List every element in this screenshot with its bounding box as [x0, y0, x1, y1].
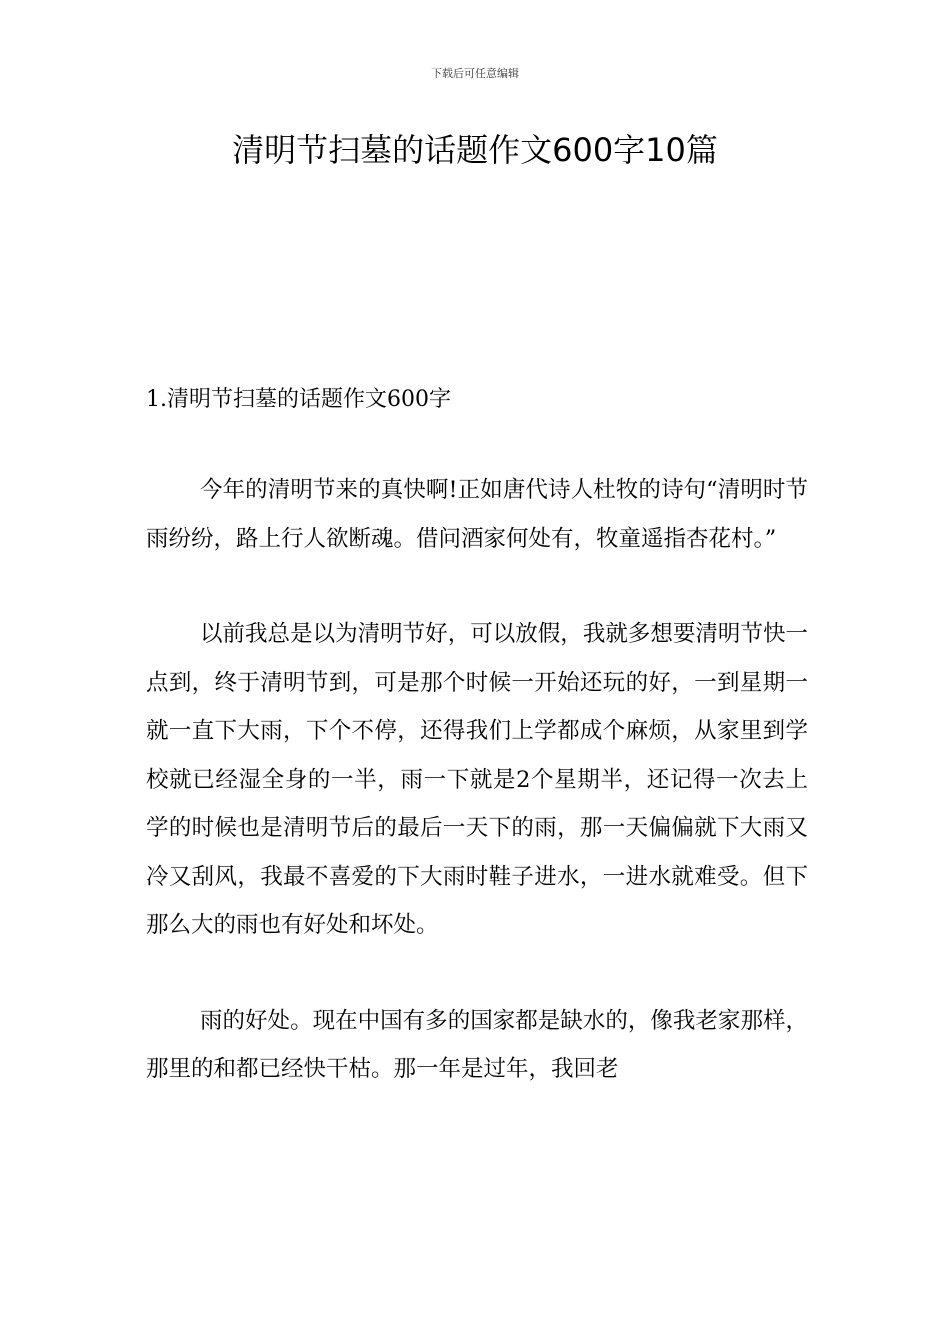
document-title: 清明节扫墓的话题作文600字10篇 — [232, 131, 718, 169]
paragraph: 雨的好处。现在中国有多的国家都是缺水的，像我老家那样，那里的和都已经快干枯。那一年是过年，我回老 — [146, 1007, 808, 1082]
paragraph: 以前我总是以为清明节好，可以放假，我就多想要清明节快一点到，终于清明节到，可是那个时候一开始还玩的好，一到星期一就一直下大雨，下个不停，还得我们上学都成个麻烦，从家里到学校就已经湿全身的一半，雨一下就是2个星期半，还记得一次去上学的时候也是清明节后的最后一天下的雨，那一天偏偏就下大雨又冷又刮风，我最不喜爱的下大雨时鞋子进水，一进水就难受。但下那么大的雨也有好处和坏处。 — [146, 621, 808, 938]
section-heading: 1.清明节扫墓的话题作文600字 — [146, 387, 451, 412]
header-note: 下载后可任意编辑 — [431, 67, 519, 80]
document-body — [146, 376, 808, 1141]
paragraph: 今年的清明节来的真快啊!正如唐代诗人杜牧的诗句“清明时节雨纷纷，路上行人欲断魂。借问酒家何处有，牧童遥指杏花村。” — [146, 477, 808, 552]
